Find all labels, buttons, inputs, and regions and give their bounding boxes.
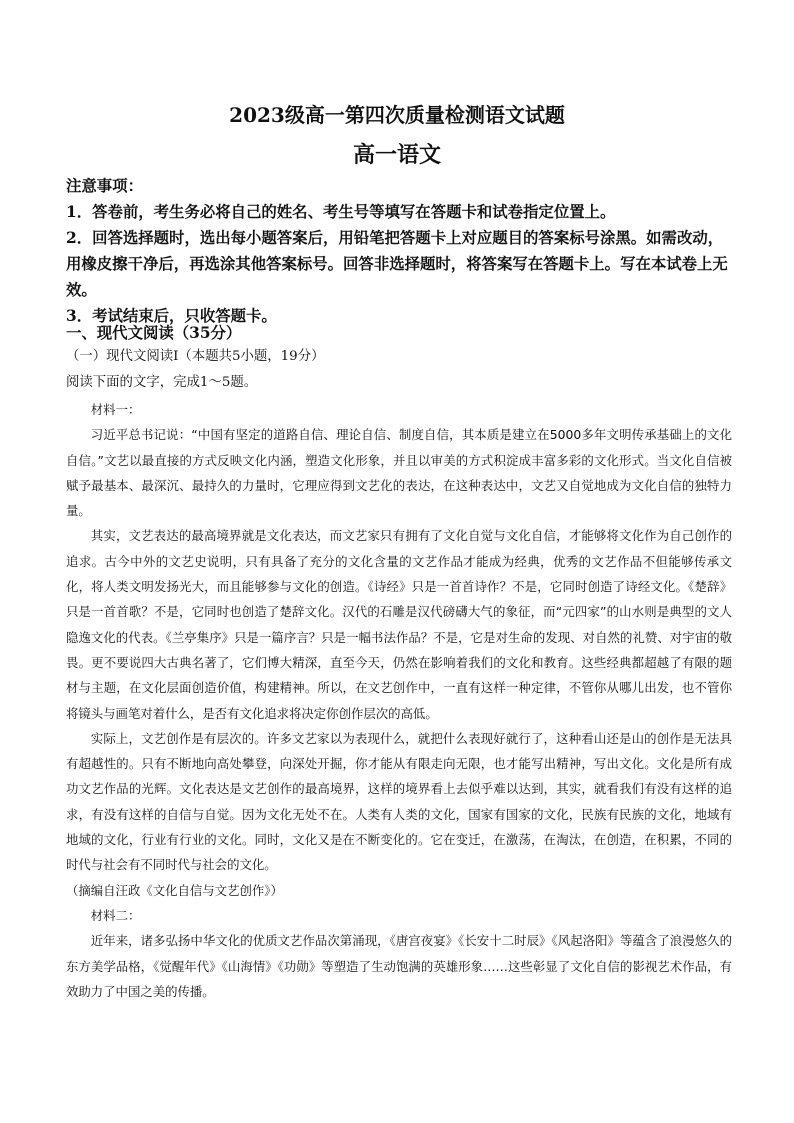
notice-item: 1．答卷前，考生务必将自己的姓名、考生号等填写在答题卡和试卷指定位置上。 (66, 203, 616, 221)
notice-item: 3．考试结束后，只收答题卡。 (66, 307, 277, 325)
page-subtitle: 高一语文 (352, 142, 441, 168)
notice-item: 2．回答选择题时，选出每小题答案后，用铅笔把答题卡上对应题目的答案标号涂黑。如需改动，用橡皮擦干净后，再选涂其他答案标号。回答非选择题时，将答案写在答题卡上。写在本试卷上无效。 (66, 229, 728, 299)
subsection-heading: （一）现代文阅读Ⅰ（本题共5小题，19分） (66, 349, 325, 364)
material-label: 材料一： (90, 402, 141, 417)
page-title: 2023级高一第四次质量检测语文试题 (229, 103, 565, 127)
passage-paragraph: 其实，文艺表达的最高境界就是文化表达，而文艺家只有拥有了文化自觉与文化自信，才能够将文化作为自己创作的追求。古今中外的文艺史说明，只有具备了充分的文化含量的文艺作品才能成为经典，优秀的文艺作品不但能够传承文化，将人类文明发扬光大，而且能够参与文化的创造。《诗经》只是一首首诗作？不是，它同时创造了诗经文化。《楚辞》只是一首首歌？不是，它同时也创造了楚辞文化。汉代的石雕是汉代磅礴大气的象征，而“元四家”的山水则是典型的文人隐逸文化的代表。《兰亭集序》只是一篇序言？只是一幅书法作品？不是，它是对生命的发现、对自然的礼赞、对宇宙的敬畏。更不要说四大古典名著了，它们博大精深，直至今天，仍然在影响着我们的文化和教育。这些经典都超越了有限的题材与主题，在文化层面创造价值，构建精神。所以，在文艺创作中，一直有这样一种定律，不管你从哪儿出发，也不管你将镜头与画笔对着什么，是否有文化追求将决定你创作层次的高低。 (66, 528, 732, 721)
material-label: 材料二： (90, 907, 141, 923)
passage-paragraph: 习近平总书记说：“中国有坚定的道路自信、理论自信、制度自信，其本质是建立在5000多年文明传承基础上的文化自信。”文艺以最直接的方式反映文化内涵，塑造文化形象，并且以审美的方式积淀成丰富多彩的文化形式。当文化自信被赋予最基本、最深沉、最持久的力量时，它理应得到文艺化的表达，在这种表达中，文艺又自觉地成为文化自信的独特力量。 (66, 427, 732, 519)
notice-heading: 注意事项： (66, 177, 143, 195)
source-citation: （摘编自汪政《文化自信与文艺创作》） (66, 882, 283, 898)
section-heading: 一、现代文阅读（35分） (66, 324, 242, 342)
passage-paragraph: 近年来，诸多弘扬中华文化的优质文艺作品次第涌现，《唐宫夜宴》《长安十二时辰》《风起洛阳》等蕴含了浪漫悠久的东方美学品格，《觉醒年代》《山海情》《功勋》等塑造了生动饱满的英雄形象……这些彰显了文化自信的影视艺术作品，有效助力了中国之美的传播。 (66, 933, 732, 999)
passage-paragraph: 实际上，文艺创作是有层次的。许多文艺家以为表现什么，就把什么表现好就行了，这种看山还是山的创作是无法具有超越性的。只有不断地向高处攀登，向深处开掘，你才能从有限走向无限，也才能写出精神，写出文化。文化是所有成功文艺作品的光辉。文化表达是文艺创作的最高境界，这样的境界看上去似乎难以达到，其实，就看我们有没有这样的追求，有没有这样的自信与自觉。因为文化无处不在。人类有人类的文化，国家有国家的文化，民族有民族的文化，地域有地域的文化，行业有行业的文化。同时，文化又是在不断变化的。它在变迁，在激荡，在淘汰，在创造，在积累，不同的时代与社会有不同时代与社会的文化。 (66, 730, 732, 873)
notice-section (66, 173, 732, 329)
reading-instruction: 阅读下面的文字，完成1～5题。 (66, 375, 258, 390)
reading-passage (66, 397, 732, 1004)
